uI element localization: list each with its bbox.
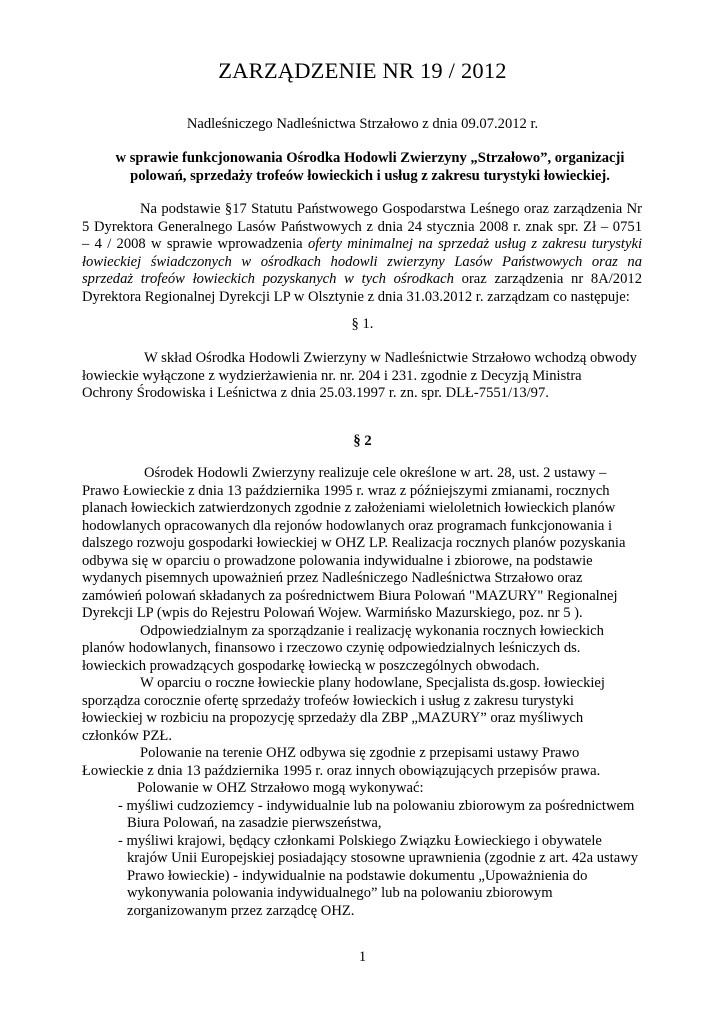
section-2-line: członków PZŁ. [82, 727, 172, 744]
section-1-line: Ochrony Środowiska i Leśnictwa z dnia 25.03.1997 r. zn. spr. DLŁ-7551/13/97. [82, 385, 549, 401]
section-2-line: wydanych pisemnych upoważnień przez Nadleśniczego Nadleśnictwa Strzałowo oraz [82, 570, 583, 586]
subject-line: polowań, sprzedaży trofeów łowieckich i usług z zakresu turystyki łowieckiej. [130, 168, 610, 184]
intro-line: Dyrektora Regionalnej Dyrekcji LP w Olsztynie z dnia 31.03.2012 r. zarządzam co następuje: [82, 288, 630, 305]
intro-text: oraz zarządzenia nr 8A/2012 [453, 271, 642, 287]
section-2-line: dalszego rozwoju gospodarki łowieckiej w OHZ LP. Realizacja rocznych planów pozyskania [82, 535, 626, 551]
section-2-body [82, 465, 642, 920]
section-2-line: Odpowiedzialnym za sporządzanie i realizację wykonania rocznych łowieckich [140, 622, 604, 639]
section-2-line: planów hodowlanych, finansowo i rzeczowo czynię odpowiedzialnych leśniczych ds. [82, 640, 581, 656]
section-2-line: Polowanie na terenie OHZ odbywa się zgodnie z przepisami ustawy Prawo [140, 745, 580, 761]
intro-italic-text: oferty minimalnej na sprzedaż usług z zakresu turystyki [307, 236, 642, 252]
section-1-body [82, 350, 642, 403]
list-item: - myśliwi krajowi, będący członkami Polskiego Związku Łowieckiego i obywatele [118, 832, 602, 849]
intro-line [82, 271, 642, 289]
intro-paragraph [82, 201, 642, 306]
section-2-line: odbywa się w oparciu o prowadzone polowania indywidualne i zbiorowe, na podstawie [82, 552, 593, 569]
intro-italic-text: sprzedaż trofeów łowieckich pozyskanych w tych ośrodkach [82, 271, 454, 287]
section-2-line: planach łowieckich zatwierdzonych zgodnie z założeniami wieloletnich łowieckich planów [82, 500, 616, 516]
section-2-line: W oparciu o roczne łowieckie plany hodowlane, Specjalista ds.gosp. łowieckiej [140, 675, 605, 691]
intro-line [82, 254, 642, 272]
section-1-line: W skład Ośrodka Hodowli Zwierzyny w Nadleśnictwie Strzałowo wchodzą obwody [144, 350, 637, 366]
section-2-line: Prawo Łowieckie z dnia 13 października 1995 r. wraz z późniejszymi zmianami, rocznych [82, 482, 610, 499]
section-2-line: łowieckich prowadzących gospodarkę łowiecką w poszczególnych obwodach. [82, 657, 540, 674]
intro-text: – 4 / 2008 w sprawie wprowadzenia [82, 236, 308, 252]
section-2-line: hodowlanych opracowanych dla rejonów hodowlanych oraz programach funkcjonowania i [82, 517, 613, 534]
intro-italic-text: łowieckiej świadczonych w ośrodkach hodowli zwierzyny Lasów Państwowych oraz na [82, 253, 642, 270]
subject-line: w sprawie funkcjonowania Ośrodka Hodowli Zwierzyny „Strzałowo”, organizacji [115, 150, 625, 166]
section-2-line: Polowanie w OHZ Strzałowo mogą wykonywać: [137, 780, 424, 796]
intro-line: 5 Dyrektora Generalnego Lasów Państwowych z dnia 24 stycznia 2008 r. znak spr. Zł – 0751 [82, 218, 642, 235]
page-number: 1 [358, 949, 367, 965]
section-2-heading: § 2 [353, 433, 372, 449]
list-item-continuation: wykonywania polowania indywidualnego” lub na polowaniu zbiorowym [127, 885, 553, 901]
section-2-line: Dyrekcji LP (wpis do Rejestru Polowań Wojew. Warmińsko Mazurskiego, poz. nr 5 ). [82, 605, 583, 621]
list-item: - myśliwi cudzoziemcy - indywidualnie lub na polowaniu zbiorowym za pośrednictwem [118, 797, 635, 814]
section-1-line: łowieckie wyłączone z wydzierżawienia nr. nr. 204 i 231. zgodnie z Decyzją Ministra [82, 367, 582, 384]
section-1-heading: § 1. [351, 316, 374, 332]
list-item-continuation: krajów Unii Europejskiej posiadający stosowne uprawnienia (zgodnie z art. 42a ustawy [127, 850, 639, 866]
list-item-continuation: zorganizowanym przez zarządcę OHZ. [127, 902, 355, 919]
section-2-line: sporządza corocznie ofertę sprzedaży trofeów łowieckich i usług z zakresu turystyki [82, 692, 574, 709]
list-item-continuation: Biura Polowań, na zasadzie pierwszeństwa, [127, 815, 382, 831]
document-title: ZARZĄDZENIE NR 19 / 2012 [218, 58, 507, 83]
document-subject [80, 149, 660, 185]
section-2-line: Łowieckie z dnia 13 października 1995 r. oraz innych obowiązujących przepisów prawa. [82, 762, 601, 779]
section-2-line: zamówień polowań składanych za pośrednictwem Biura Polowań "MAZURY" Regionalnej [82, 587, 618, 604]
list-item-continuation: Prawo łowieckie) - indywidualnie na podstawie dokumentu „Upoważnienia do [127, 867, 588, 884]
intro-line: Na podstawie §17 Statutu Państwowego Gospodarstwa Leśnego oraz zarządzenia Nr [140, 201, 642, 217]
intro-line [82, 236, 642, 254]
section-2-line: łowieckiej w rozbiciu na propozycję sprzedaży dla ZBP „MAZURY” oraz myśliwych [82, 710, 584, 726]
section-2-line: Ośrodek Hodowli Zwierzyny realizuje cele określone w art. 28, ust. 2 ustawy – [144, 465, 607, 481]
document-subtitle: Nadleśniczego Nadleśnictwa Strzałowo z dnia 09.07.2012 r. [186, 116, 539, 132]
